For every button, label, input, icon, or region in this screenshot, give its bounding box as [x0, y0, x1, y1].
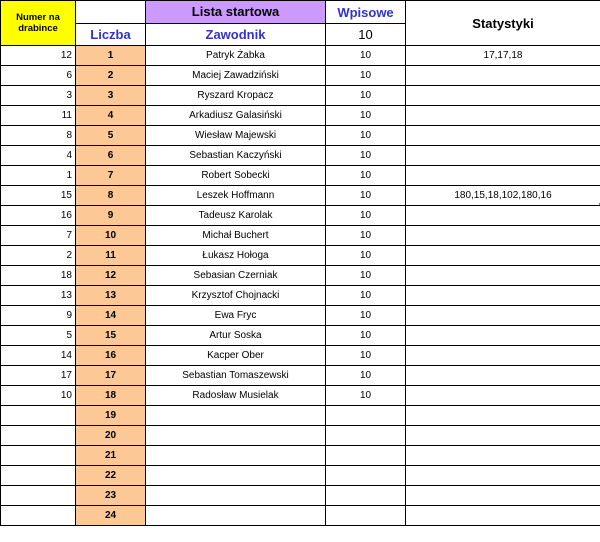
nr-cell[interactable] — [1, 426, 76, 446]
liczba-cell[interactable]: 18 — [76, 386, 146, 406]
nr-cell[interactable]: 11 — [1, 106, 76, 126]
nr-cell[interactable] — [1, 506, 76, 526]
zawodnik-cell[interactable]: Sebastian Tomaszewski — [146, 366, 326, 386]
nr-cell[interactable]: 5 — [1, 326, 76, 346]
wpisowe-cell[interactable]: 10 — [326, 366, 406, 386]
table-row — [1, 106, 600, 126]
stat-cell[interactable] — [406, 446, 600, 466]
stat-cell[interactable]: 17,17,18 — [406, 46, 600, 66]
zawodnik-cell[interactable] — [146, 426, 326, 446]
wpisowe-cell[interactable]: 10 — [326, 166, 406, 186]
stat-cell[interactable]: 180,15,18,102,180,16 — [406, 186, 600, 206]
table-row — [1, 366, 600, 386]
nr-cell[interactable]: 2 — [1, 246, 76, 266]
nr-cell[interactable]: 13 — [1, 286, 76, 306]
stat-cell[interactable] — [406, 146, 600, 166]
zawodnik-cell[interactable]: Arkadiusz Galasiński — [146, 106, 326, 126]
table-row — [1, 186, 600, 206]
stat-cell[interactable] — [406, 226, 600, 246]
stat-cell[interactable] — [406, 306, 600, 326]
wpisowe-cell[interactable]: 10 — [326, 146, 406, 166]
nr-cell[interactable] — [1, 466, 76, 486]
nr-cell[interactable]: 15 — [1, 186, 76, 206]
wpisowe-cell[interactable]: 10 — [326, 126, 406, 146]
zawodnik-header: Zawodnik — [146, 24, 326, 46]
zawodnik-cell[interactable]: Maciej Zawadziński — [146, 66, 326, 86]
liczba-cell[interactable]: 22 — [76, 466, 146, 486]
statystyki-header: Statystyki — [406, 1, 600, 46]
table-row — [1, 466, 600, 486]
wpisowe-cell[interactable]: 10 — [326, 206, 406, 226]
wpisowe-cell[interactable]: 10 — [326, 346, 406, 366]
zawodnik-cell[interactable] — [146, 446, 326, 466]
zawodnik-cell[interactable] — [146, 506, 326, 526]
liczba-cell[interactable]: 16 — [76, 346, 146, 366]
liczba-cell[interactable]: 8 — [76, 186, 146, 206]
table-row — [1, 326, 600, 346]
stat-cell[interactable] — [406, 86, 600, 106]
liczba-cell[interactable]: 17 — [76, 366, 146, 386]
stat-cell[interactable] — [406, 66, 600, 86]
table-row — [1, 66, 600, 86]
zawodnik-cell[interactable]: Leszek Hoffmann — [146, 186, 326, 206]
liczba-cell[interactable]: 4 — [76, 106, 146, 126]
wpisowe-cell[interactable]: 10 — [326, 386, 406, 406]
liczba-cell[interactable]: 9 — [76, 206, 146, 226]
table-row — [1, 426, 600, 446]
nr-cell[interactable]: 12 — [1, 46, 76, 66]
liczba-cell[interactable]: 12 — [76, 266, 146, 286]
wpisowe-cell[interactable] — [326, 446, 406, 466]
stat-cell[interactable] — [406, 466, 600, 486]
zawodnik-cell[interactable] — [146, 406, 326, 426]
liczba-cell[interactable]: 5 — [76, 126, 146, 146]
table-row — [1, 406, 600, 426]
stat-cell[interactable] — [406, 106, 600, 126]
liczba-cell[interactable]: 20 — [76, 426, 146, 446]
zawodnik-cell[interactable]: Sebastian Kaczyński — [146, 146, 326, 166]
wpisowe-cell[interactable]: 10 — [326, 86, 406, 106]
wpisowe-cell[interactable]: 10 — [326, 266, 406, 286]
nr-cell[interactable]: 1 — [1, 166, 76, 186]
table-row — [1, 46, 600, 66]
nr-cell[interactable]: 16 — [1, 206, 76, 226]
nr-cell[interactable]: 17 — [1, 366, 76, 386]
nr-header-line1: Numer na — [16, 12, 60, 23]
stat-cell[interactable] — [406, 366, 600, 386]
table-row — [1, 166, 600, 186]
nr-cell[interactable]: 7 — [1, 226, 76, 246]
nr-cell[interactable] — [1, 486, 76, 506]
nr-header — [1, 1, 76, 46]
wpisowe-cell[interactable]: 10 — [326, 66, 406, 86]
stat-cell[interactable] — [406, 426, 600, 446]
stat-cell[interactable] — [406, 286, 600, 306]
stat-cell[interactable] — [406, 126, 600, 146]
zawodnik-cell[interactable]: Krzysztof Chojnacki — [146, 286, 326, 306]
nr-cell[interactable]: 6 — [1, 66, 76, 86]
stat-cell[interactable] — [406, 206, 600, 226]
zawodnik-cell[interactable]: Artur Soska — [146, 326, 326, 346]
nr-cell[interactable]: 18 — [1, 266, 76, 286]
nr-cell[interactable]: 14 — [1, 346, 76, 366]
stat-cell[interactable] — [406, 166, 600, 186]
zawodnik-cell[interactable]: Tadeusz Karolak — [146, 206, 326, 226]
lista-header: Lista startowa — [146, 1, 326, 24]
zawodnik-cell[interactable]: Kacper Ober — [146, 346, 326, 366]
zawodnik-cell[interactable]: Sebasian Czerniak — [146, 266, 326, 286]
wpisowe-header: Wpisowe — [326, 1, 406, 24]
stat-cell[interactable] — [406, 346, 600, 366]
cell-overflow-mark: ' — [598, 202, 600, 211]
zawodnik-cell[interactable]: Patryk Żabka — [146, 46, 326, 66]
wpisowe-cell[interactable] — [326, 466, 406, 486]
liczba-cell[interactable]: 6 — [76, 146, 146, 166]
table-row — [1, 86, 600, 106]
stat-cell[interactable] — [406, 406, 600, 426]
liczba-cell[interactable]: 21 — [76, 446, 146, 466]
empty-header-cell — [76, 1, 146, 24]
nr-cell[interactable] — [1, 406, 76, 426]
table-row — [1, 506, 600, 526]
zawodnik-cell[interactable]: Michał Buchert — [146, 226, 326, 246]
liczba-cell[interactable]: 1 — [76, 46, 146, 66]
zawodnik-cell[interactable]: Radosław Musielak — [146, 386, 326, 406]
wpisowe-cell[interactable] — [326, 406, 406, 426]
nr-cell[interactable]: 4 — [1, 146, 76, 166]
table-row — [1, 446, 600, 466]
wpisowe-cell[interactable]: 10 — [326, 306, 406, 326]
wpisowe-cell[interactable]: 10 — [326, 46, 406, 66]
nr-cell[interactable]: 8 — [1, 126, 76, 146]
table-row — [1, 266, 600, 286]
liczba-header: Liczba — [76, 24, 146, 46]
liczba-cell[interactable]: 3 — [76, 86, 146, 106]
table-row — [1, 126, 600, 146]
liczba-cell[interactable]: 14 — [76, 306, 146, 326]
wpisowe-cell[interactable] — [326, 426, 406, 446]
table-row — [1, 226, 600, 246]
stat-cell[interactable] — [406, 326, 600, 346]
liczba-cell[interactable]: 15 — [76, 326, 146, 346]
wpisowe-cell[interactable] — [326, 506, 406, 526]
liczba-cell[interactable]: 13 — [76, 286, 146, 306]
stat-cell[interactable] — [406, 246, 600, 266]
liczba-cell[interactable]: 19 — [76, 406, 146, 426]
nr-cell[interactable] — [1, 446, 76, 466]
zawodnik-cell[interactable] — [146, 486, 326, 506]
nr-cell[interactable]: 9 — [1, 306, 76, 326]
table-row — [1, 286, 600, 306]
table-row — [1, 206, 600, 226]
zawodnik-cell[interactable]: Robert Sobecki — [146, 166, 326, 186]
zawodnik-cell[interactable] — [146, 466, 326, 486]
stat-cell[interactable] — [406, 506, 600, 526]
liczba-cell[interactable]: 23 — [76, 486, 146, 506]
wpisowe-cell[interactable]: 10 — [326, 286, 406, 306]
wpisowe-cell[interactable]: 10 — [326, 246, 406, 266]
nr-cell[interactable]: 10 — [1, 386, 76, 406]
wpisowe-cell[interactable]: 10 — [326, 226, 406, 246]
zawodnik-cell[interactable]: Ryszard Kropacz — [146, 86, 326, 106]
stat-cell[interactable] — [406, 486, 600, 506]
wpisowe-cell[interactable]: 10 — [326, 106, 406, 126]
stat-cell[interactable] — [406, 266, 600, 286]
liczba-cell[interactable]: 7 — [76, 166, 146, 186]
table-row — [1, 306, 600, 326]
table-row — [1, 146, 600, 166]
zawodnik-cell[interactable]: Łukasz Hołoga — [146, 246, 326, 266]
liczba-cell[interactable]: 24 — [76, 506, 146, 526]
liczba-cell[interactable]: 10 — [76, 226, 146, 246]
liczba-cell[interactable]: 2 — [76, 66, 146, 86]
table-row — [1, 346, 600, 366]
zawodnik-cell[interactable]: Wiesław Majewski — [146, 126, 326, 146]
nr-header-line2: drabince — [18, 23, 58, 34]
table-row — [1, 386, 600, 406]
table-row — [1, 486, 600, 506]
wpisowe-cell[interactable]: 10 — [326, 326, 406, 346]
stat-cell[interactable] — [406, 386, 600, 406]
nr-cell[interactable]: 3 — [1, 86, 76, 106]
liczba-cell[interactable]: 11 — [76, 246, 146, 266]
zawodnik-cell[interactable]: Ewa Fryc — [146, 306, 326, 326]
wpisowe-cell[interactable]: 10 — [326, 186, 406, 206]
fee-header-value: 10 — [326, 24, 406, 46]
table-row — [1, 246, 600, 266]
wpisowe-cell[interactable] — [326, 486, 406, 506]
